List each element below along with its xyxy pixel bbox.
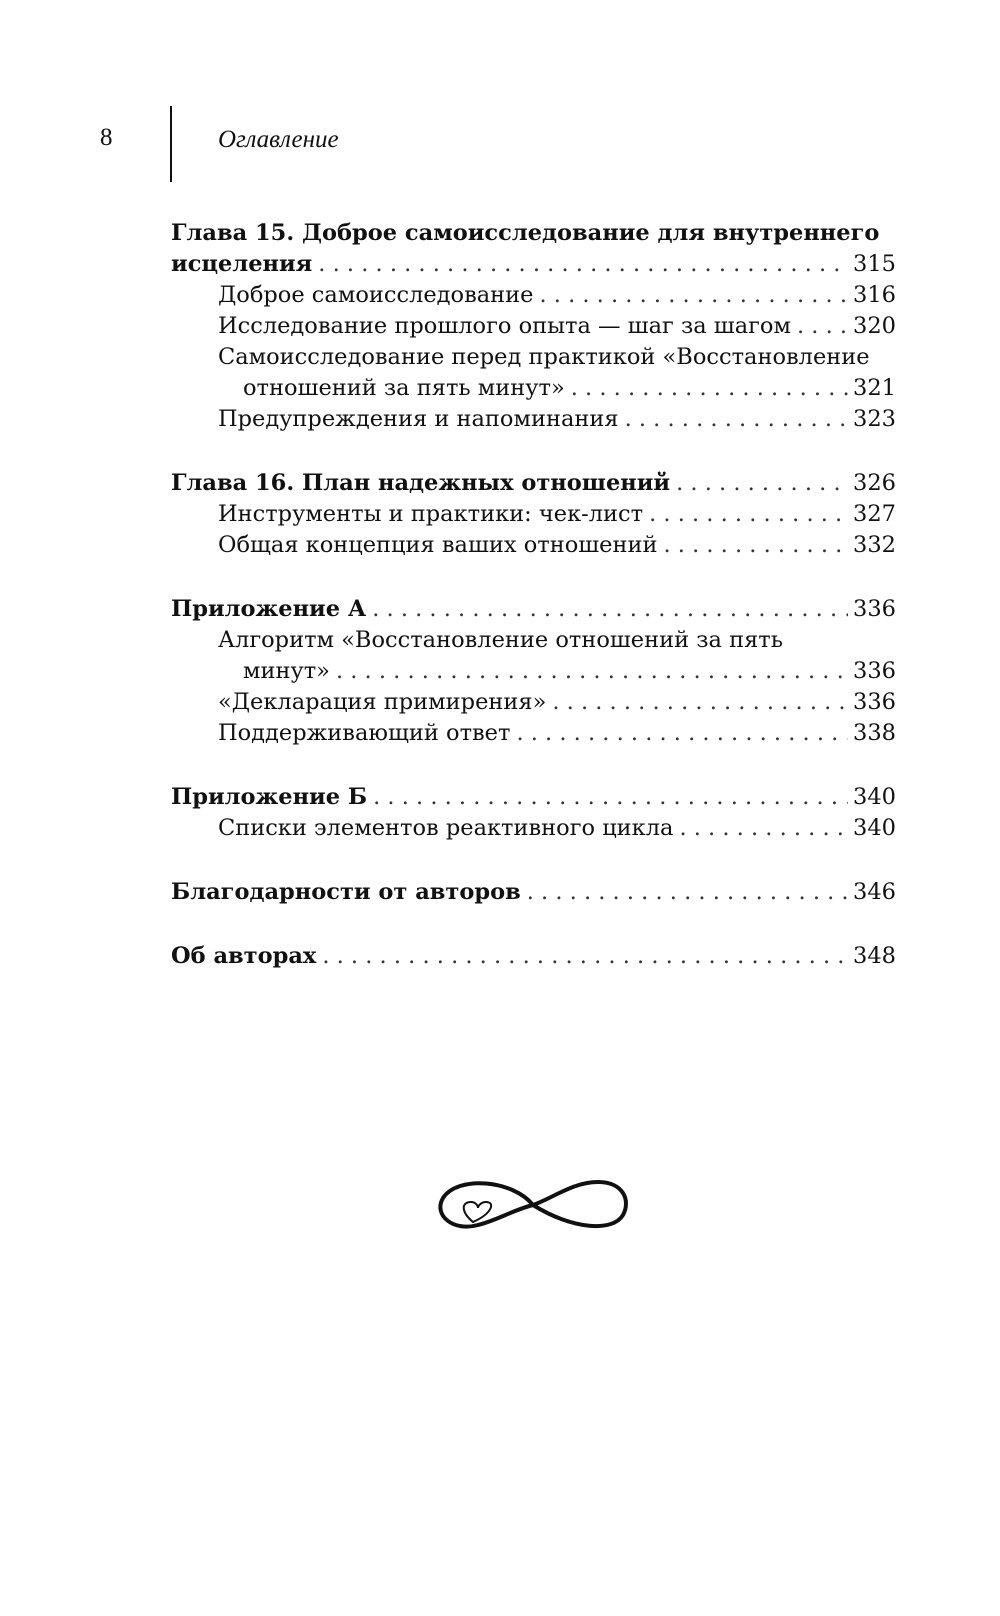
toc-item[interactable] bbox=[171, 530, 896, 561]
table-of-contents bbox=[171, 218, 896, 972]
toc-item[interactable] bbox=[171, 311, 896, 342]
dot-leader bbox=[649, 499, 848, 530]
toc-item-title: Инструменты и практики: чек-лист bbox=[218, 501, 644, 527]
toc-item-title: Доброе самоисследование bbox=[218, 282, 534, 308]
toc-chapter-title: Глава 16. План надежных отношений bbox=[171, 470, 671, 496]
toc-chapter-title: Об авторах bbox=[171, 943, 317, 969]
toc-page-number: 316 bbox=[853, 282, 896, 308]
toc-page-number: 340 bbox=[853, 784, 896, 810]
toc-page-number: 336 bbox=[853, 689, 896, 715]
toc-item-title: Общая концепция ваших отношений bbox=[218, 532, 658, 558]
toc-item[interactable] bbox=[171, 404, 896, 435]
dot-leader bbox=[571, 373, 848, 404]
toc-about-authors[interactable] bbox=[171, 941, 896, 972]
toc-page-number: 323 bbox=[853, 406, 896, 432]
toc-page-number: 336 bbox=[853, 658, 896, 684]
toc-chapter-15-line2[interactable] bbox=[171, 249, 896, 280]
toc-page-number: 348 bbox=[853, 943, 896, 969]
dot-leader bbox=[797, 311, 848, 342]
page-number: 8 bbox=[100, 124, 113, 151]
toc-page-number: 346 bbox=[853, 879, 896, 905]
dot-leader bbox=[318, 249, 848, 280]
toc-chapter-15-line1[interactable] bbox=[171, 218, 896, 249]
toc-acknowledgements[interactable] bbox=[171, 877, 896, 908]
toc-chapter-title: Приложение Б bbox=[171, 784, 368, 810]
toc-item-title: «Декларация примирения» bbox=[218, 689, 547, 715]
toc-item[interactable] bbox=[171, 687, 896, 718]
dot-leader bbox=[373, 782, 848, 813]
dot-leader bbox=[322, 941, 848, 972]
toc-chapter-title: Приложение А bbox=[171, 596, 367, 622]
dot-leader bbox=[625, 404, 848, 435]
toc-chapter-title: Глава 15. Доброе самоисследование для внутреннего bbox=[171, 220, 880, 246]
toc-appendix-b[interactable] bbox=[171, 782, 896, 813]
toc-page-number: 327 bbox=[853, 501, 896, 527]
toc-item-title: Алгоритм «Восстановление отношений за пять bbox=[218, 627, 783, 653]
header-divider bbox=[170, 106, 172, 182]
dot-leader bbox=[676, 468, 848, 499]
toc-item-line2[interactable] bbox=[171, 373, 896, 404]
toc-item-line1[interactable] bbox=[171, 625, 896, 656]
dot-leader bbox=[527, 877, 848, 908]
toc-item-title: Списки элементов реактивного цикла bbox=[218, 815, 674, 841]
toc-chapter-title: исцеления bbox=[171, 251, 313, 277]
toc-item[interactable] bbox=[171, 718, 896, 749]
toc-page-number: 332 bbox=[853, 532, 896, 558]
toc-item-title: Предупреждения и напоминания bbox=[218, 406, 619, 432]
toc-page-number: 340 bbox=[853, 815, 896, 841]
toc-item-title: Самоисследование перед практикой «Восстановление bbox=[218, 344, 870, 370]
dot-leader bbox=[516, 718, 848, 749]
dot-leader bbox=[663, 530, 848, 561]
toc-item-title: отношений за пять минут» bbox=[243, 375, 565, 401]
toc-page-number: 336 bbox=[853, 596, 896, 622]
toc-item-line2[interactable] bbox=[171, 656, 896, 687]
dot-leader bbox=[372, 594, 848, 625]
dot-leader bbox=[336, 656, 848, 687]
toc-page-number: 321 bbox=[853, 375, 896, 401]
toc-page-number: 326 bbox=[853, 470, 896, 496]
toc-chapter-16[interactable] bbox=[171, 468, 896, 499]
toc-item[interactable] bbox=[171, 280, 896, 311]
toc-item-title: Поддерживающий ответ bbox=[218, 720, 511, 746]
toc-page-number: 320 bbox=[853, 313, 896, 339]
dot-leader bbox=[552, 687, 848, 718]
dot-leader bbox=[539, 280, 848, 311]
toc-item[interactable] bbox=[171, 499, 896, 530]
running-header-title: Оглавление bbox=[218, 126, 339, 153]
toc-page-number: 338 bbox=[853, 720, 896, 746]
toc-item-line1[interactable] bbox=[171, 342, 896, 373]
toc-item-title: минут» bbox=[243, 658, 330, 684]
toc-appendix-a[interactable] bbox=[171, 594, 896, 625]
toc-page-number: 315 bbox=[853, 251, 896, 277]
toc-item[interactable] bbox=[171, 813, 896, 844]
dot-leader bbox=[679, 813, 848, 844]
infinity-heart-icon bbox=[433, 1170, 633, 1240]
toc-item-title: Исследование прошлого опыта — шаг за шагом bbox=[218, 313, 791, 339]
toc-chapter-title: Благодарности от авторов bbox=[171, 879, 521, 905]
